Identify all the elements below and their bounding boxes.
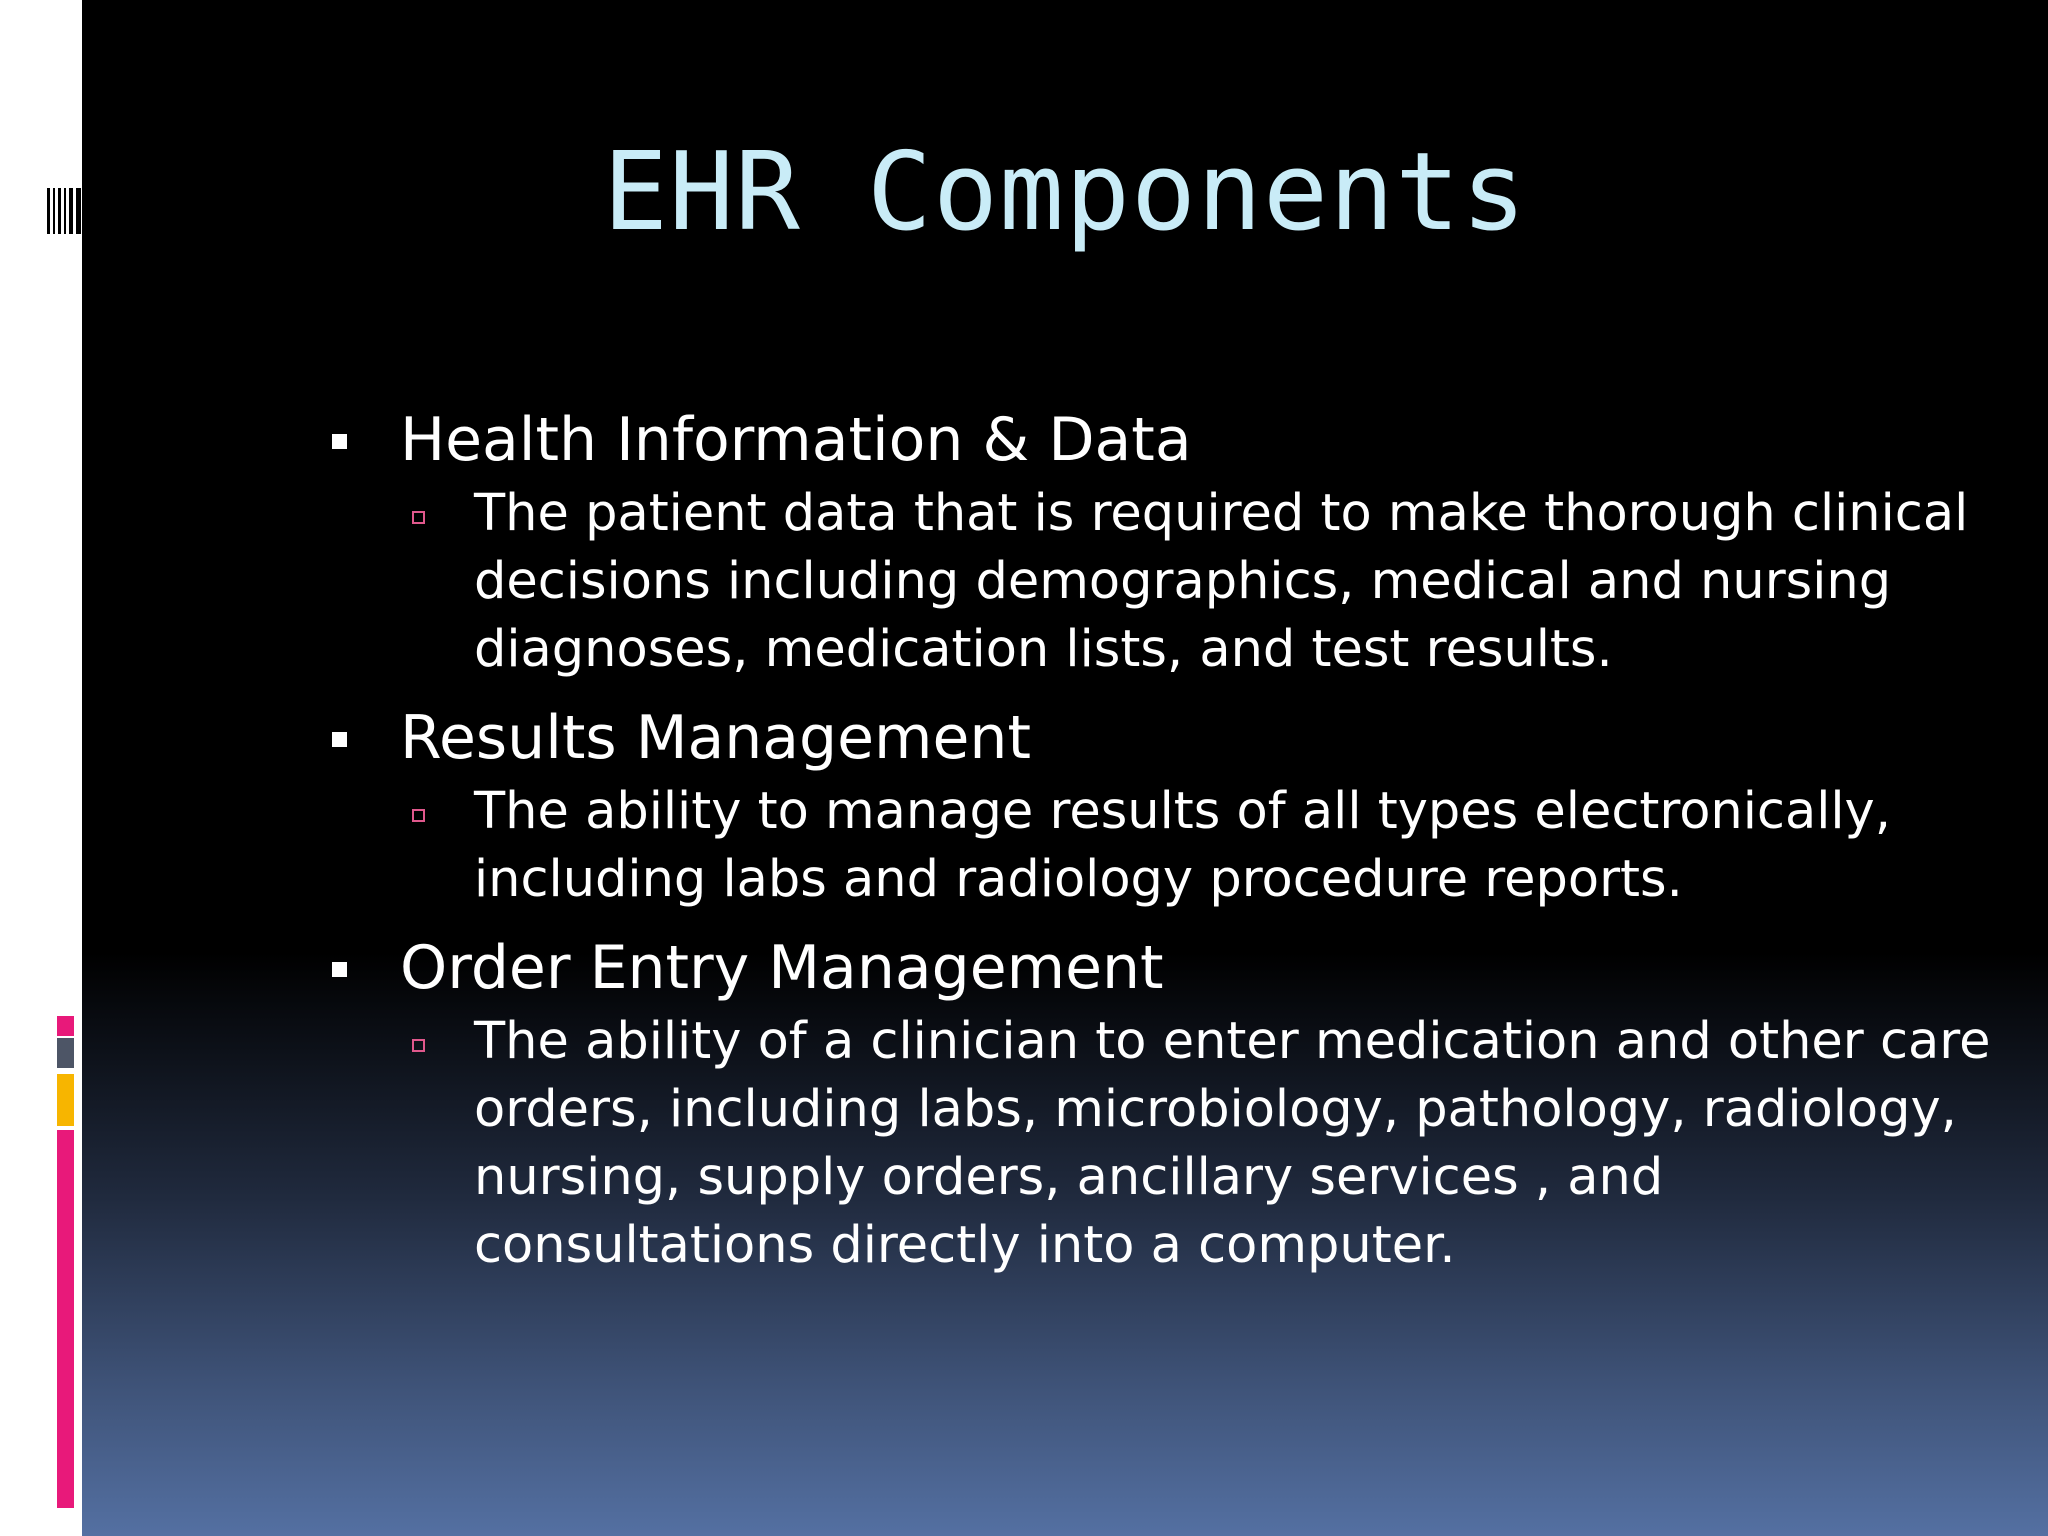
sub-bullet-text: The patient data that is required to make thorough clinical decisions including demographics, medical and nursing diagnoses, medication lists, and test results. bbox=[474, 484, 1969, 679]
hollow-square-bullet-icon bbox=[412, 809, 425, 822]
sub-bullet-item bbox=[242, 1008, 2002, 1280]
square-bullet-icon bbox=[332, 434, 347, 449]
bullet-item bbox=[242, 400, 2002, 480]
left-decor-strip bbox=[0, 0, 82, 1536]
sub-bullet-text: The ability of a clinician to enter medication and other care orders, including labs, microbiology, pathology, radiology, nursing, supply orders, ancillary services , and consultations directly into a computer. bbox=[474, 1012, 1991, 1275]
bullet-list bbox=[242, 400, 2002, 1280]
vertical-lines-decor-icon bbox=[47, 188, 81, 234]
bullet-heading: Results Management bbox=[400, 703, 1031, 773]
color-bars-decor-icon bbox=[57, 1016, 74, 1508]
bullet-heading: Health Information & Data bbox=[400, 405, 1192, 475]
bullet-item bbox=[242, 698, 2002, 778]
hollow-square-bullet-icon bbox=[412, 1039, 425, 1052]
square-bullet-icon bbox=[332, 962, 347, 977]
bullet-item bbox=[242, 928, 2002, 1008]
square-bullet-icon bbox=[332, 732, 347, 747]
bullet-heading: Order Entry Management bbox=[400, 933, 1164, 1003]
sub-bullet-text: The ability to manage results of all types electronically, including labs and radiology procedure reports. bbox=[474, 782, 1891, 909]
sub-bullet-item bbox=[242, 480, 2002, 684]
slide-title: EHR Components bbox=[602, 130, 1528, 255]
slide-body bbox=[82, 0, 2048, 1536]
sub-bullet-item bbox=[242, 778, 2002, 914]
hollow-square-bullet-icon bbox=[412, 511, 425, 524]
